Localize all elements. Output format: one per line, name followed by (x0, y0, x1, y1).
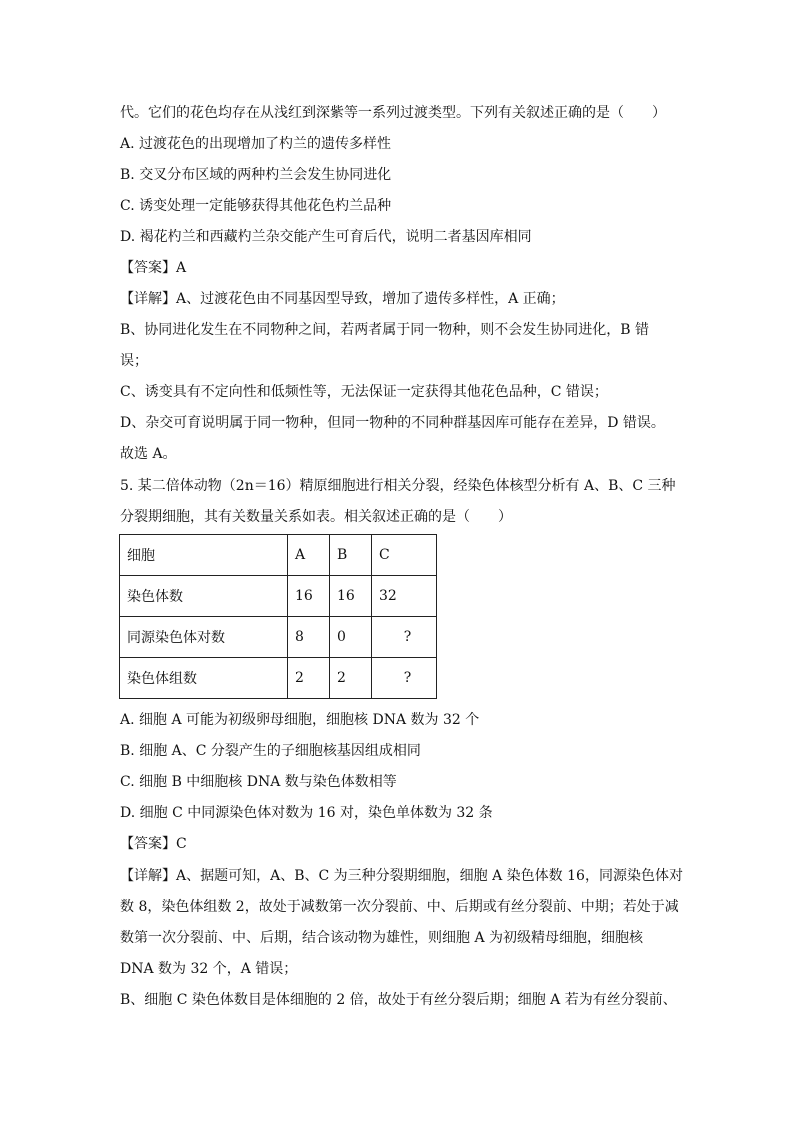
table-cell: 2 (288, 658, 330, 699)
cell-data-table (119, 534, 437, 699)
question4-option-c: C. 诱变处理一定能够获得其他花色杓兰品种 (120, 198, 392, 214)
question4-answer: 【答案】A (120, 260, 187, 276)
table-header-cell: A (288, 535, 330, 576)
question4-explanation-line: 【详解】A、过渡花色由不同基因型导致，增加了遗传多样性，A 正确； (120, 291, 565, 307)
table-cell: 32 (372, 576, 437, 617)
table-cell: ? (372, 658, 437, 699)
question4-explanation-line: C、诱变具有不定向性和低频性等，无法保证一定获得其他花色品种，C 错误； (120, 384, 608, 400)
table-cell: ? (372, 617, 437, 658)
table-cell: 2 (330, 658, 372, 699)
question5-stem: 分裂期细胞，其有关数量关系如表。相关叙述正确的是（ ） (120, 509, 512, 525)
question4-stem: 代。它们的花色均存在从浅红到深紫等一系列过渡类型。下列有关叙述正确的是（ ） (120, 105, 666, 121)
question4-explanation-line: 故选 A。 (120, 446, 177, 462)
question5-option-b: B. 细胞 A、C 分裂产生的子细胞核基因组成相同 (120, 743, 421, 759)
question5-answer: 【答案】C (120, 836, 187, 852)
question5-explanation-line: 数第一次分裂前、中、后期，结合该动物为雄性，则细胞 A 为初级精母细胞，细胞核 (120, 930, 644, 946)
question4-explanation-line: D、杂交可育说明属于同一物种，但同一物种的不同种群基因库可能存在差异，D 错误。 (120, 415, 665, 431)
table-cell: 16 (288, 576, 330, 617)
question4-option-a: A. 过渡花色的出现增加了杓兰的遗传多样性 (120, 136, 392, 152)
question5-option-d: D. 细胞 C 中同源染色体对数为 16 对，染色单体数为 32 条 (120, 805, 493, 821)
question5-explanation-line: 【详解】A、据题可知，A、B、C 为三种分裂期细胞，细胞 A 染色体数 16，同源染色体对 (120, 868, 683, 884)
question5-explanation-line: DNA 数为 32 个，A 错误； (120, 961, 298, 977)
table-cell: 16 (330, 576, 372, 617)
table-header-cell: 细胞 (120, 535, 288, 576)
question5-option-a: A. 细胞 A 可能为初级卵母细胞，细胞核 DNA 数为 32 个 (120, 712, 480, 728)
table-header-cell: C (372, 535, 437, 576)
table-cell: 8 (288, 617, 330, 658)
question5-explanation-line: 数 8，染色体组数 2，故处于减数第一次分裂前、中、后期或有丝分裂前、中期；若处于减 (120, 899, 679, 915)
question4-option-b: B. 交叉分布区域的两种杓兰会发生协同进化 (120, 167, 392, 183)
table-header-row (120, 535, 437, 576)
table-header-cell: B (330, 535, 372, 576)
table-row (120, 658, 437, 699)
question5-option-c: C. 细胞 B 中细胞核 DNA 数与染色体数相等 (120, 774, 397, 790)
question5-stem: 5. 某二倍体动物（2n＝16）精原细胞进行相关分裂，经染色体核型分析有 A、B、C 三种 (120, 478, 676, 494)
table-row (120, 617, 437, 658)
table-cell: 染色体数 (120, 576, 288, 617)
question4-option-d: D. 褐花杓兰和西藏杓兰杂交能产生可育后代，说明二者基因库相同 (120, 229, 532, 245)
table-cell: 染色体组数 (120, 658, 288, 699)
question5-explanation-line: B、细胞 C 染色体数目是体细胞的 2 倍，故处于有丝分裂后期；细胞 A 若为有丝分裂前、 (120, 992, 677, 1008)
table-cell: 0 (330, 617, 372, 658)
question4-explanation-line: B、协同进化发生在不同物种之间，若两者属于同一物种，则不会发生协同进化，B 错 (120, 322, 650, 338)
table-row (120, 576, 437, 617)
table-cell: 同源染色体对数 (120, 617, 288, 658)
question4-explanation-line: 误； (120, 353, 148, 369)
